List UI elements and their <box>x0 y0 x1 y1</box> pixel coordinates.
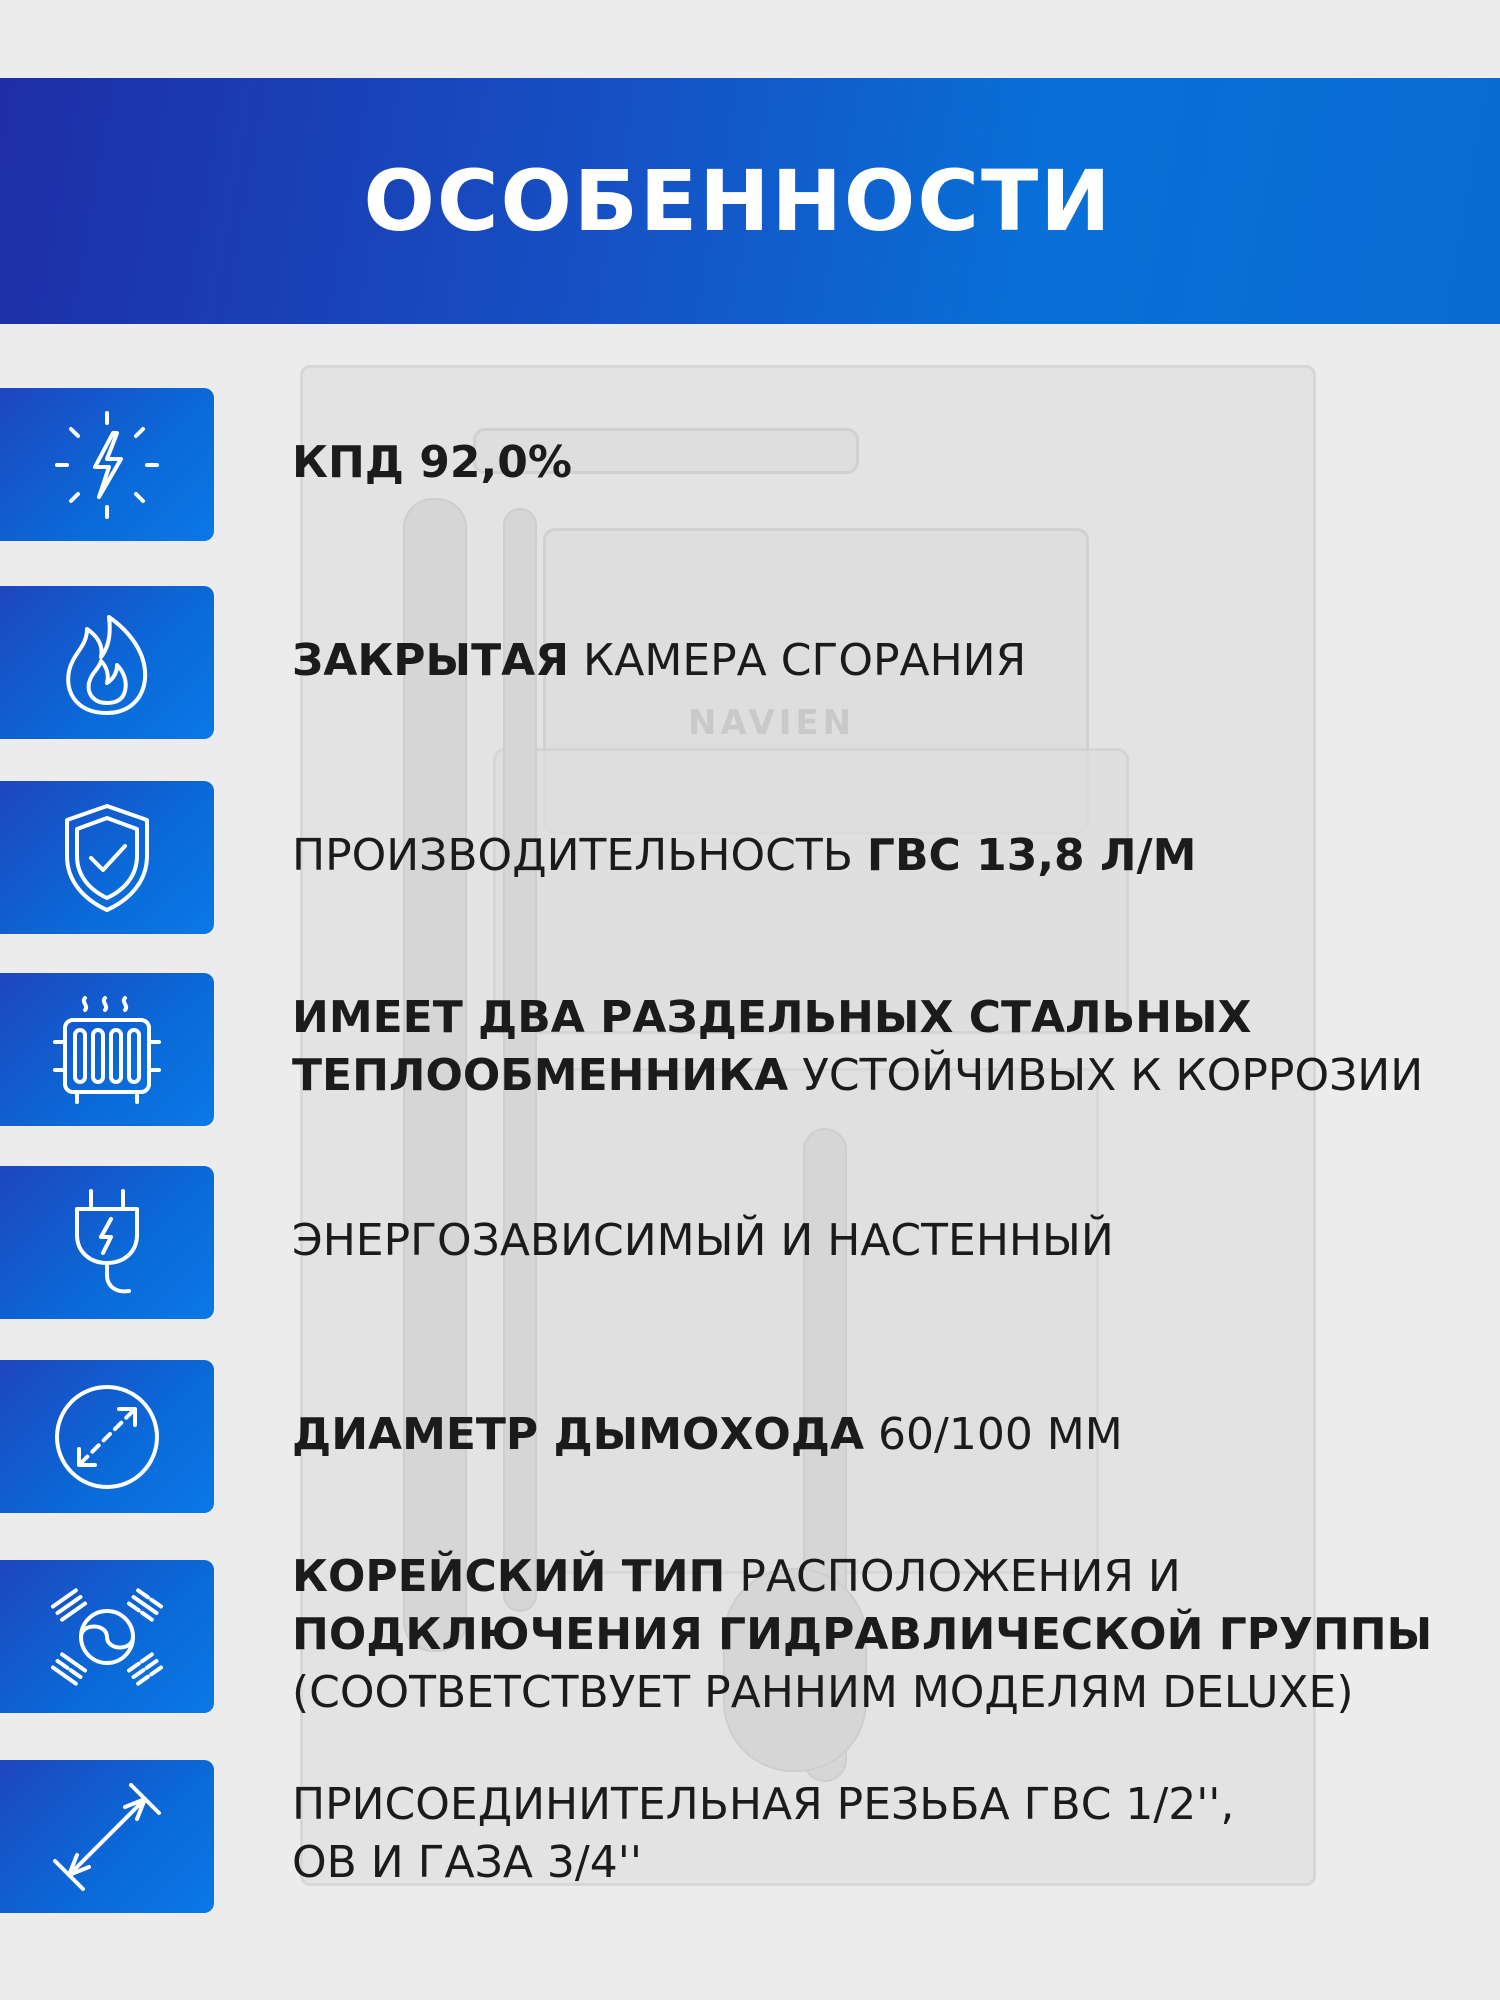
feature-icon-tile <box>0 1166 214 1319</box>
feature-icon-tile <box>0 586 214 739</box>
radiator-icon <box>47 990 167 1110</box>
shield-check-icon <box>47 798 167 918</box>
feature-icon-tile <box>0 781 214 934</box>
header-banner <box>0 78 1500 324</box>
feature-text: ПРОИЗВОДИТЕЛЬНОСТЬ ГВС 13,8 Л/М <box>292 830 1197 881</box>
fire-icon <box>47 603 167 723</box>
page-title: ОСОБЕННОСТИ <box>363 152 1113 250</box>
energy-bolt-icon <box>47 405 167 525</box>
feature-icon-tile <box>0 1560 214 1713</box>
feature-text: ПРИСОЕДИНИТЕЛЬНАЯ РЕЗЬБА ГВС 1/2'', ОВ И ГАЗА 3/4'' <box>292 1779 1235 1888</box>
feature-icon-tile <box>0 1760 214 1913</box>
feature-icon-tile <box>0 1360 214 1513</box>
feature-text: ДИАМЕТР ДЫМОХОДА 60/100 ММ <box>292 1409 1123 1460</box>
feature-icon-tile <box>0 388 214 541</box>
dimension-arrow-icon <box>47 1777 167 1897</box>
diameter-icon <box>47 1377 167 1497</box>
feature-icon-tile <box>0 973 214 1126</box>
feature-text: КПД 92,0% <box>292 437 572 488</box>
power-plug-icon <box>47 1183 167 1303</box>
boiler-brand-mark: NAVIEN <box>688 703 856 743</box>
feature-text: ИМЕЕТ ДВА РАЗДЕЛЬНЫХ СТАЛЬНЫХ ТЕПЛООБМЕННИКА УСТОЙЧИВЫХ К КОРРОЗИИ <box>292 992 1424 1101</box>
feature-text: КОРЕЙСКИЙ ТИП РАСПОЛОЖЕНИЯ И ПОДКЛЮЧЕНИЯ ГИДРАВЛИЧЕСКОЙ ГРУППЫ (СООТВЕТСТВУЕТ РАННИМ МОДЕЛЯМ DELUXE) <box>292 1551 1433 1718</box>
feature-text: ЭНЕРГОЗАВИСИМЫЙ И НАСТЕННЫЙ <box>292 1215 1114 1266</box>
feature-text: ЗАКРЫТАЯ КАМЕРА СГОРАНИЯ <box>292 635 1027 686</box>
korea-flag-icon <box>47 1577 167 1697</box>
